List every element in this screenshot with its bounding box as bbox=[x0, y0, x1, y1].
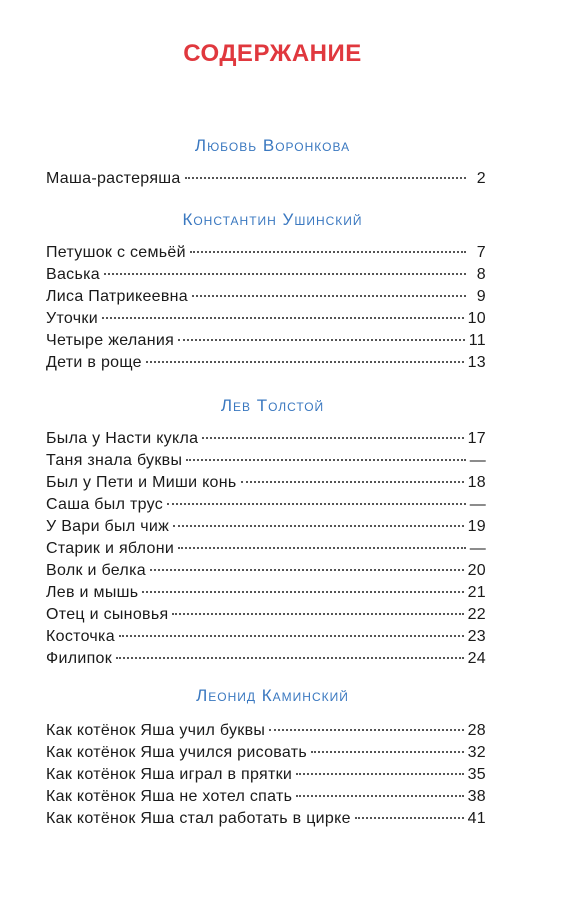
dot-leader bbox=[192, 295, 466, 297]
entry-page-number: — bbox=[469, 496, 486, 513]
section-entries bbox=[46, 242, 486, 374]
author-name: Любовь Воронкова bbox=[194, 136, 351, 155]
entry-title: Косточка bbox=[46, 628, 115, 645]
entry-page-number: 35 bbox=[467, 766, 486, 783]
entry-title: Четыре желания bbox=[46, 332, 175, 349]
entry-page-number: 8 bbox=[476, 266, 486, 283]
entry-page-number: 10 bbox=[467, 310, 486, 327]
dot-leader bbox=[202, 437, 463, 439]
toc-entry bbox=[46, 720, 486, 742]
toc-entry bbox=[46, 626, 486, 648]
toc-entry bbox=[46, 352, 486, 374]
author-name: Леонид Каминский bbox=[196, 686, 349, 705]
toc-entry bbox=[46, 604, 486, 626]
toc-entry bbox=[46, 560, 486, 582]
section-entries bbox=[46, 428, 486, 670]
dot-leader bbox=[104, 273, 466, 275]
page-title: СОДЕРЖАНИЕ bbox=[183, 40, 362, 67]
entry-title: Как котёнок Яша играл в прятки bbox=[46, 766, 293, 783]
dot-leader bbox=[296, 773, 463, 775]
toc-entry bbox=[46, 168, 486, 190]
dot-leader bbox=[190, 251, 466, 253]
dot-leader bbox=[355, 817, 464, 819]
section-entries bbox=[46, 720, 486, 830]
entry-title: Васька bbox=[46, 266, 100, 283]
section-author bbox=[0, 136, 545, 156]
entry-title: Уточки bbox=[46, 310, 98, 327]
section-author bbox=[0, 396, 545, 416]
entry-page-number: 20 bbox=[467, 562, 486, 579]
entry-page-number: — bbox=[469, 452, 486, 469]
entry-page-number: 41 bbox=[467, 810, 486, 827]
entry-page-number: 9 bbox=[476, 288, 486, 305]
toc-entry bbox=[46, 264, 486, 286]
entry-title: Отец и сыновья bbox=[46, 606, 169, 623]
toc-entry bbox=[46, 330, 486, 352]
entry-title: Петушок с семьёй bbox=[46, 244, 186, 261]
dot-leader bbox=[311, 751, 464, 753]
toc-entry bbox=[46, 764, 486, 786]
author-name: Лев Толстой bbox=[220, 396, 325, 415]
entry-page-number: 38 bbox=[467, 788, 486, 805]
entry-title: Лев и мышь bbox=[46, 584, 139, 601]
dot-leader bbox=[167, 503, 466, 505]
toc-entry bbox=[46, 308, 486, 330]
dot-leader bbox=[178, 339, 465, 341]
entry-title: Саша был трус bbox=[46, 496, 164, 513]
toc-entry bbox=[46, 516, 486, 538]
entry-page-number: 2 bbox=[476, 170, 486, 187]
entry-page-number: 17 bbox=[467, 430, 486, 447]
entry-title: Как котёнок Яша учился рисовать bbox=[46, 744, 307, 761]
toc-entry bbox=[46, 808, 486, 830]
author-name: Константин Ушинский bbox=[182, 210, 363, 229]
entry-title: Филипок bbox=[46, 650, 113, 667]
dot-leader bbox=[185, 177, 466, 179]
dot-leader bbox=[150, 569, 464, 571]
entry-title: Была у Насти кукла bbox=[46, 430, 199, 447]
entry-title: Старик и яблони bbox=[46, 540, 175, 557]
entry-page-number: 7 bbox=[476, 244, 486, 261]
entry-page-number: 32 bbox=[467, 744, 486, 761]
entry-title: Как котёнок Яша стал работать в цирке bbox=[46, 810, 351, 827]
toc-entry bbox=[46, 472, 486, 494]
entry-page-number: 13 bbox=[467, 354, 486, 371]
dot-leader bbox=[186, 459, 465, 461]
entry-title: Таня знала буквы bbox=[46, 452, 183, 469]
toc-entry bbox=[46, 286, 486, 308]
entry-page-number: 24 bbox=[467, 650, 486, 667]
section-entries bbox=[46, 168, 486, 190]
entry-title: Был у Пети и Миши конь bbox=[46, 474, 237, 491]
entry-page-number: 28 bbox=[467, 722, 486, 739]
dot-leader bbox=[173, 525, 464, 527]
section-author bbox=[0, 210, 545, 230]
section-author bbox=[0, 686, 545, 706]
entry-title: Как котёнок Яша учил буквы bbox=[46, 722, 266, 739]
toc-entry bbox=[46, 242, 486, 264]
entry-page-number: 23 bbox=[467, 628, 486, 645]
dot-leader bbox=[241, 481, 464, 483]
dot-leader bbox=[178, 547, 466, 549]
entry-title: Дети в роще bbox=[46, 354, 142, 371]
dot-leader bbox=[119, 635, 464, 637]
entry-page-number: 22 bbox=[467, 606, 486, 623]
entry-title: У Вари был чиж bbox=[46, 518, 170, 535]
entry-page-number: 18 bbox=[467, 474, 486, 491]
dot-leader bbox=[296, 795, 463, 797]
toc-entry bbox=[46, 494, 486, 516]
toc-entry bbox=[46, 742, 486, 764]
entry-page-number: 19 bbox=[467, 518, 486, 535]
toc-entry bbox=[46, 450, 486, 472]
toc-entry bbox=[46, 428, 486, 450]
dot-leader bbox=[142, 591, 463, 593]
entry-title: Маша-растеряша bbox=[46, 170, 181, 187]
entry-title: Волк и белка bbox=[46, 562, 146, 579]
entry-page-number: 21 bbox=[467, 584, 486, 601]
dot-leader bbox=[146, 361, 464, 363]
dot-leader bbox=[116, 657, 464, 659]
entry-page-number: — bbox=[469, 540, 486, 557]
entry-page-number: 11 bbox=[468, 332, 486, 349]
dot-leader bbox=[269, 729, 463, 731]
entry-title: Как котёнок Яша не хотел спать bbox=[46, 788, 293, 805]
toc-entry bbox=[46, 648, 486, 670]
dot-leader bbox=[102, 317, 464, 319]
entry-title: Лиса Патрикеевна bbox=[46, 288, 189, 305]
toc-entry bbox=[46, 786, 486, 808]
toc-entry bbox=[46, 538, 486, 560]
toc-entry bbox=[46, 582, 486, 604]
dot-leader bbox=[172, 613, 463, 615]
